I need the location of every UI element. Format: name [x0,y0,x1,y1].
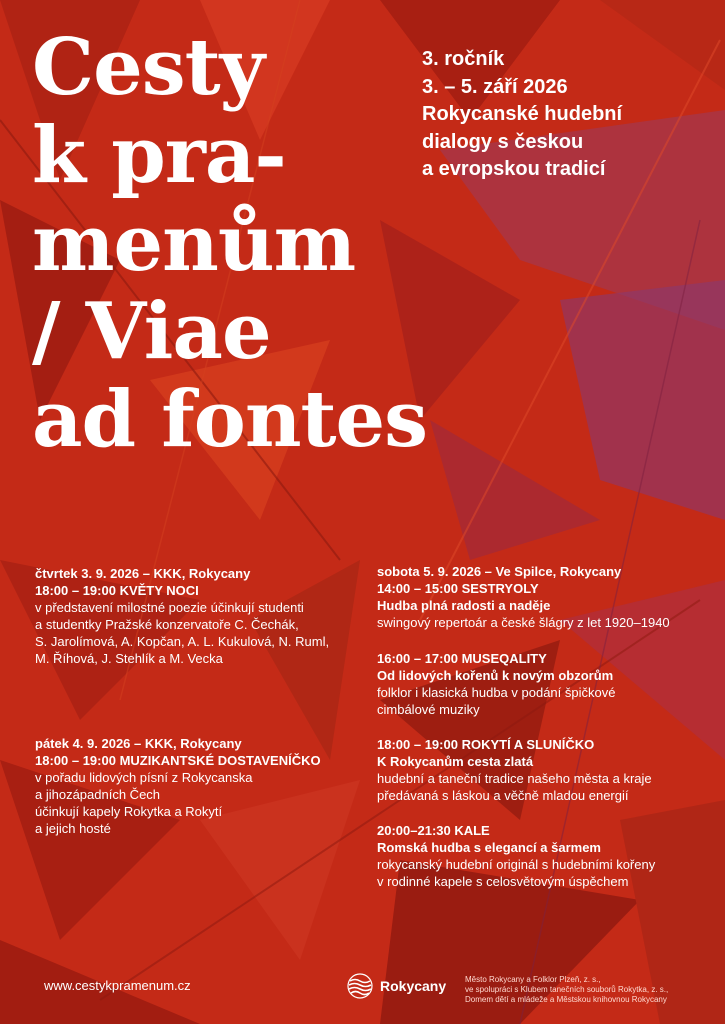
event-time-act: 14:00 – 15:00 SESTRYOLY [377,581,539,596]
event-description-line: S. Jarolímová, A. Kopčan, A. L. Kukulová, N. Ruml, [35,634,330,649]
saturday-event-kale [377,822,655,890]
event-description-line: účinkují kapely Rokytka a Rokytí [35,804,223,819]
event-tagline: Hudba plná radosti a naděje [377,598,551,613]
organizers-note [465,975,715,1005]
event-description-line: hudební a taneční tradice našeho města a kraje [377,771,652,786]
title-line: Cesty [32,22,264,113]
saturday-program-heading-block [377,563,670,631]
day-heading: sobota 5. 9. 2026 – Ve Spilce, Rokycany [377,564,622,579]
event-tagline: Od lidových kořenů k novým obzorům [377,668,614,683]
organizers-line: ve spolupráci s Klubem tanečních souborů Rokytka, z. s., [465,985,669,994]
event-description-line: v představení milostné poezie účinkují studenti [35,600,304,615]
subtitle-line: a evropskou tradicí [422,158,606,180]
event-description-line: swingový repertoár a české šlágry z let 1920–1940 [377,615,670,630]
event-time-act: 18:00 – 19:00 MUZIKANTSKÉ DOSTAVENÍČKO [35,753,321,768]
edition-label: 3. ročník [422,48,505,70]
organizers-line: Město Rokycany a Folklor Plzeň, z. s., [465,975,601,984]
website-link[interactable]: www.cestykpramenum.cz [44,978,191,993]
event-description-line: a jejich hosté [35,821,111,836]
event-description-line: v pořadu lidových písní z Rokycanska [35,770,253,785]
subtitle-line: Rokycanské hudební [422,103,623,125]
saturday-event-museqality [377,650,615,718]
title-line: ad fontes [32,374,428,465]
subtitle-line: dialogy s českou [422,130,584,153]
event-time-act: 18:00 – 19:00 ROKYTÍ A SLUNÍČKO [377,737,595,752]
event-description-line: předávaná s láskou a věčně mladou energií [377,788,629,803]
event-description-line: a jihozápadních Čech [35,787,161,802]
event-description-line: rokycanský hudební originál s hudebními kořeny [377,857,656,872]
event-description-line: v rodinné kapele s celosvětovým úspěchem [377,874,629,889]
event-tagline: Romská hudba s elegancí a šarmem [377,840,601,855]
thursday-program [35,565,329,667]
organizers-line: Domem dětí a mládeže a Městskou knihovnou Rokycany [465,995,667,1004]
day-heading: čtvrtek 3. 9. 2026 – KKK, Rokycany [35,566,251,581]
title-line: k pra- [32,110,286,201]
festival-dates: 3. – 5. září 2026 [422,75,568,98]
title-line: menům [32,198,356,289]
rokycany-logo [346,973,446,999]
festival-subtitle [422,46,712,184]
logo-name: Rokycany [380,978,447,994]
festival-title [32,24,432,464]
event-time-act: 18:00 – 19:00 KVĚTY NOCI [35,583,199,598]
day-heading: pátek 4. 9. 2026 – KKK, Rokycany [35,736,242,751]
event-description-line: M. Říhová, J. Stehlík a M. Vecka [35,651,223,666]
rokycany-wave-logo-icon [346,973,374,999]
title-line: / Viae [32,286,271,377]
event-time-act: 20:00–21:30 KALE [377,823,490,838]
event-time-act: 16:00 – 17:00 MUSEQALITY [377,651,547,666]
event-description-line: a studentky Pražské konzervatoře C. Čechák, [35,617,299,632]
event-description-line: cimbálové muziky [377,702,480,717]
friday-program [35,735,321,837]
event-tagline: K Rokycanům cesta zlatá [377,754,534,769]
saturday-event-rokyti [377,736,652,804]
event-description-line: folklor i klasická hudba v podání špičkové [377,685,616,700]
